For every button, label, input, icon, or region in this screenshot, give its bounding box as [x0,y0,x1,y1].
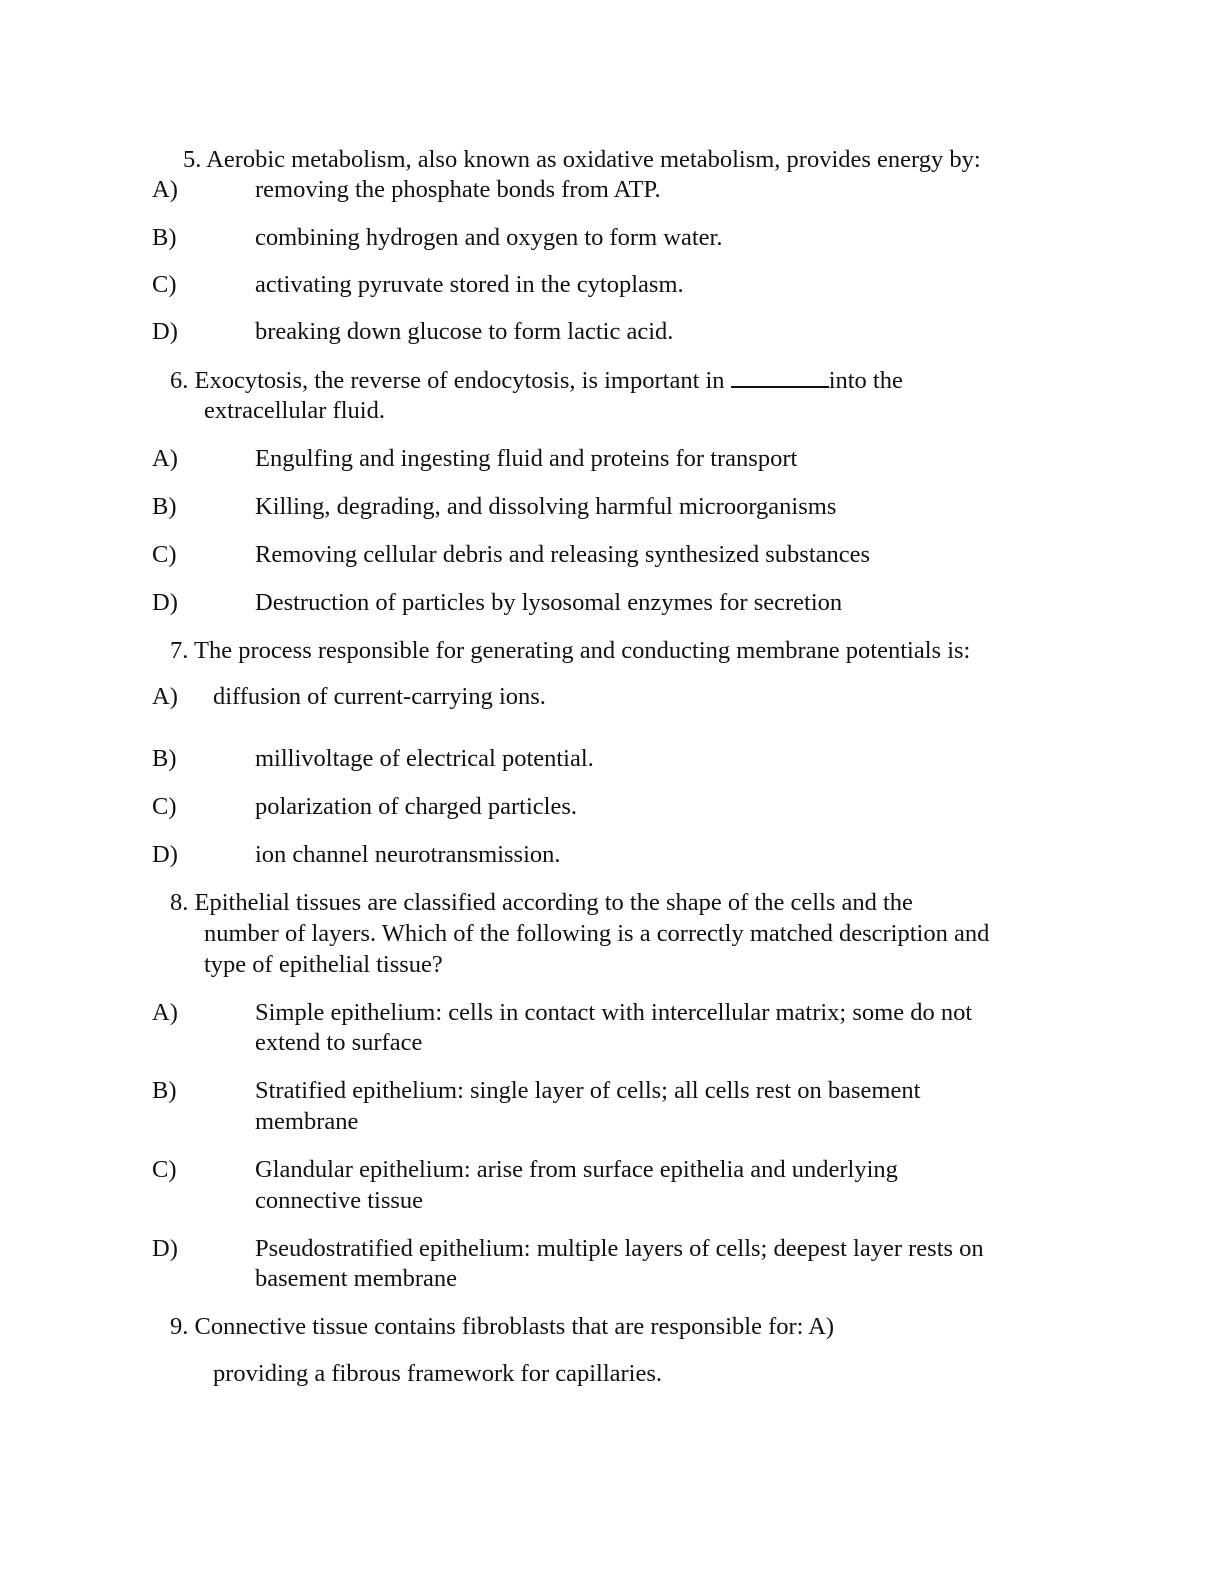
option-letter: B) [152,1077,177,1104]
option-letter: A) [152,999,178,1026]
option-letter: B) [152,493,177,520]
option-text: Removing cellular debris and releasing synthesized substances [255,541,871,568]
option-letter: B) [152,224,177,251]
question-6-stem [170,367,903,395]
option-letter: D) [152,589,178,616]
option-letter: C) [152,793,177,820]
option-text: activating pyruvate stored in the cytoplasm. [255,271,684,298]
option-text: polarization of charged particles. [255,793,577,820]
option-letter: C) [152,541,177,568]
option-text: breaking down glucose to form lactic acid. [255,318,674,345]
option-letter: D) [152,841,178,868]
option-text: Pseudostratified epithelium: multiple layers of cells; deepest layer rests on [255,1235,984,1262]
option-letter: B) [152,745,177,772]
option-letter: D) [152,318,178,345]
answer-blank [731,368,829,388]
option-text: providing a fibrous framework for capillaries. [213,1360,663,1387]
option-text: removing the phosphate bonds from ATP. [255,176,661,203]
option-text: diffusion of current-carrying ions. [213,683,546,710]
question-8-stem: 8. Epithelial tissues are classified according to the shape of the cells and the [170,889,913,916]
question-7-stem: 7. The process responsible for generating and conducting membrane potentials is: [170,637,971,664]
option-text: Simple epithelium: cells in contact with intercellular matrix; some do not [255,999,973,1026]
question-8-stem-cont: number of layers. Which of the following is a correctly matched description and [204,920,990,947]
question-5-stem: 5. Aerobic metabolism, also known as oxidative metabolism, provides energy by: [183,146,981,173]
option-text: basement membrane [255,1265,458,1292]
option-text: membrane [255,1108,359,1135]
option-text: Glandular epithelium: arise from surface epithelia and underlying [255,1156,898,1183]
option-text: connective tissue [255,1187,424,1214]
option-text: extend to surface [255,1029,423,1056]
option-text: Engulfing and ingesting fluid and proteins for transport [255,445,798,472]
question-6-stem-cont: extracellular fluid. [204,397,385,424]
option-letter: C) [152,271,177,298]
option-text: millivoltage of electrical potential. [255,745,594,772]
option-letter: A) [152,176,178,203]
stem-text: 6. Exocytosis, the reverse of endocytosis, is important in [170,367,731,394]
question-9-stem: 9. Connective tissue contains fibroblasts that are responsible for: A) [170,1313,835,1340]
option-text: Stratified epithelium: single layer of cells; all cells rest on basement [255,1077,921,1104]
option-letter: C) [152,1156,177,1183]
option-letter: D) [152,1235,178,1262]
option-letter: A) [152,683,178,710]
option-text: Destruction of particles by lysosomal enzymes for secretion [255,589,843,616]
option-text: ion channel neurotransmission. [255,841,561,868]
option-text: Killing, degrading, and dissolving harmful microorganisms [255,493,837,520]
option-letter: A) [152,445,178,472]
option-text: combining hydrogen and oxygen to form water. [255,224,723,251]
stem-text: into the [828,367,903,394]
question-8-stem-cont: type of epithelial tissue? [204,951,443,978]
